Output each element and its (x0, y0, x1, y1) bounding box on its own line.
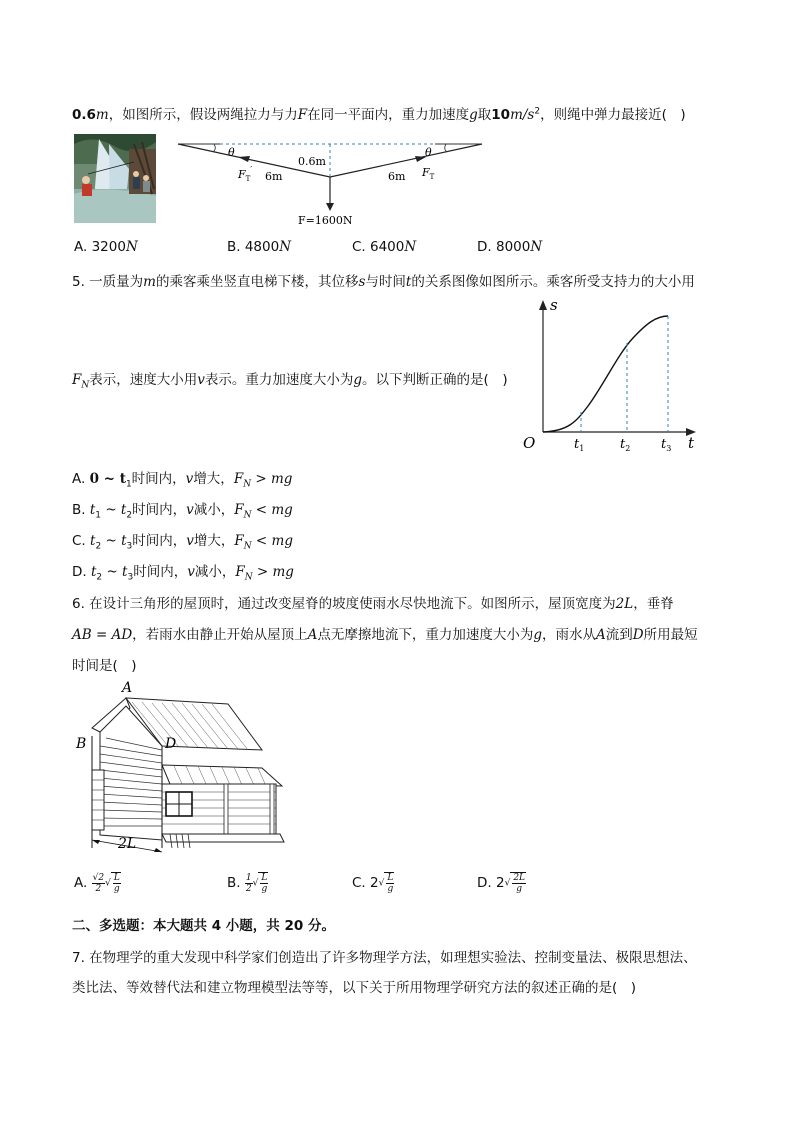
distance-label: 0.6m (298, 155, 326, 168)
house-label-a: A (122, 680, 133, 696)
q6-option-a[interactable]: A. $\frac{√2}{2}$ √ $\frac{L}{g}$ (74, 872, 120, 894)
q5-option-d[interactable]: D. $t_2$ ~ $t_3$时间内，v减小，$F_N$ > mg (72, 564, 294, 583)
q4-option-c[interactable]: C. 6400N (352, 239, 417, 255)
q6-option-b[interactable]: B. $\frac{1}{2}$ √ $\frac{L}{g}$ (227, 872, 268, 894)
rescue-photo (74, 134, 156, 223)
x-axis-label: t (688, 434, 695, 452)
q5-option-b[interactable]: B. $t_1$ ~ $t_2$时间内，v减小，$F_N$ < mg (72, 502, 293, 521)
left-tension-arrowhead (238, 156, 250, 162)
s-t-curve (543, 316, 668, 432)
house-label-d: D (165, 736, 177, 752)
gravity-arrowhead (326, 203, 334, 211)
q6-stem-line1: 6. 在设计三角形的屋顶时，通过改变屋脊的坡度使雨水尽快地流下。如图所示，屋顶宽度为2L，垂脊 (72, 596, 674, 612)
sqrt-symbol: √ $\frac{L}{g}$ (105, 873, 120, 894)
left-angle-label: θ (228, 146, 235, 159)
t1-label: $t_1$ (574, 437, 585, 453)
right-angle-label: θ (425, 146, 432, 159)
q4-stem: 0.6m，如图所示，假设两绳拉力与力F在同一平面内，重力加速度g取$10m/s^2$，则绳中弹力最接近( ) (72, 106, 686, 123)
house-figure (70, 680, 290, 860)
q6-stem-line3: 时间是( ) (72, 658, 137, 674)
q5-stem-line1: 5. 一质量为m的乘客乘坐竖直电梯下楼，其位移s与时间t的关系图像如图所示。乘客所受支持力的大小用 (72, 274, 695, 290)
q5-option-c[interactable]: C. $t_2$ ~ $t_3$时间内，v增大，$F_N$ < mg (72, 533, 293, 552)
section-2-title: 二、多选题：本大题共 4 小题，共 20 分。 (72, 918, 335, 934)
q4-option-b[interactable]: B. 4800N (227, 239, 292, 255)
house-width-label: 2L (118, 836, 137, 852)
t3-label: $t_3$ (661, 437, 672, 453)
sqrt-symbol: √ $\frac{L}{g}$ (252, 873, 268, 894)
gravity-force-label: F=1600N (298, 214, 353, 227)
y-axis-arrow (539, 300, 547, 310)
q4-option-d[interactable]: D. 8000N (477, 239, 543, 255)
right-rope-length: 6m (388, 170, 406, 183)
q5-option-a[interactable]: A. 0 ~ $t_1$时间内，v增大，$F_N$ > mg (72, 471, 293, 490)
q7-stem-line2: 类比法、等效替代法和建立物理模型法等等，以下关于所用物理学研究方法的叙述正确的是( ) (72, 980, 637, 996)
sqrt-symbol: √ $\frac{L}{g}$ (378, 873, 394, 894)
s-t-graph (518, 296, 708, 456)
house-label-b: B (76, 736, 87, 752)
y-axis-label: s (550, 296, 558, 314)
t2-label: $t_2$ (620, 437, 631, 453)
right-angle-arc (445, 144, 447, 152)
left-tension-label: $F_T'$ (238, 165, 253, 183)
left-angle-arc (213, 144, 215, 152)
rescue-photo-image (74, 134, 156, 223)
q4-option-a[interactable]: A. 3200N (74, 239, 138, 255)
q7-stem-line1: 7. 在物理学的重大发现中科学家们创造出了许多物理学方法，如理想实验法、控制变量法、极限思想法、 (72, 950, 697, 966)
right-rope (330, 144, 482, 177)
right-tension-label: $F_T$ (422, 166, 435, 181)
q6-option-d[interactable]: D. 2√ $\frac{2L}{g}$ (477, 873, 526, 894)
origin-label: O (523, 434, 536, 452)
sqrt-symbol: √ $\frac{2L}{g}$ (504, 873, 526, 894)
q6-option-c[interactable]: C. 2√ $\frac{L}{g}$ (352, 873, 394, 894)
q5-stem-line2: $F_N$表示，速度大小用v表示。重力加速度大小为g。以下判断正确的是( ) (72, 372, 508, 391)
q6-stem-line2: AB = AD，若雨水由静止开始从屋顶上A点无摩擦地流下，重力加速度大小为g，雨水从A流到D所用最短 (72, 627, 698, 643)
rope-force-diagram (170, 135, 490, 230)
left-rope-length: 6m (265, 170, 283, 183)
